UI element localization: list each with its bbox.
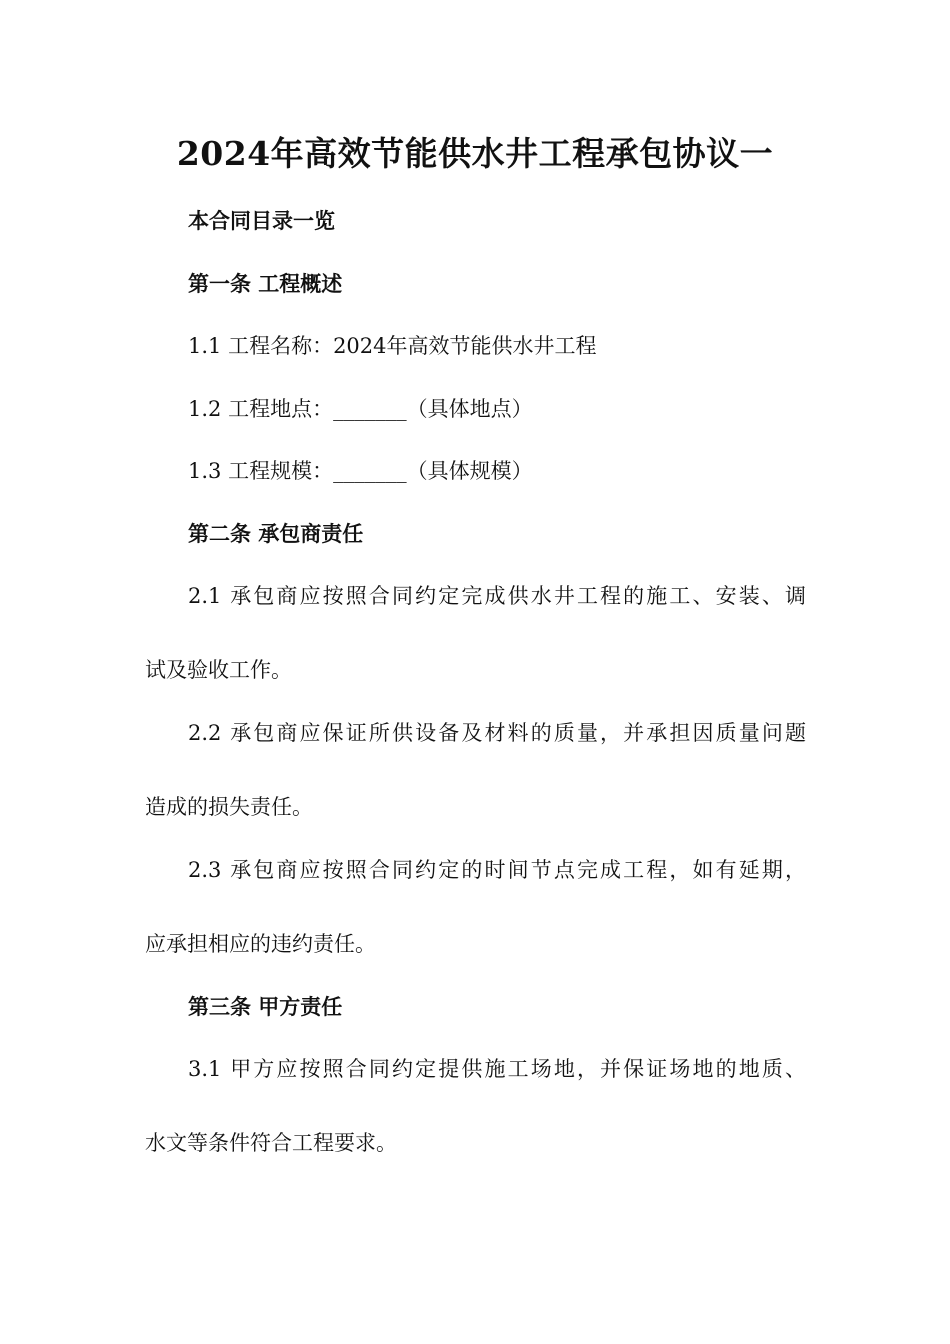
article2-item3-line2: 应承担相应的违约责任。 [145,932,376,956]
article1-heading: 第一条 工程概述 [188,271,343,296]
document-title: 2024年高效节能供水井工程承包协议一 [176,134,774,173]
article1-item1: 1.1 工程名称：2024年高效节能供水井工程 [188,334,597,358]
article3-item1-line1: 3.1 甲方应按照合同约定提供施工场地，并保证场地的地质、 [188,1057,806,1081]
article2-item1-line2: 试及验收工作。 [145,658,292,682]
article2-item1-line1: 2.1 承包商应按照合同约定完成供水井工程的施工、安装、调 [188,584,806,608]
article1-item2: 1.2 工程地点：_______（具体地点） [188,397,533,421]
article2-item2-line2: 造成的损失责任。 [145,795,313,819]
article2-item3-line1: 2.3 承包商应按照合同约定的时间节点完成工程，如有延期， [188,858,806,882]
toc-heading: 本合同目录一览 [188,208,335,233]
article2-item2-line1: 2.2 承包商应保证所供设备及材料的质量，并承担因质量问题 [188,721,806,745]
article3-heading: 第三条 甲方责任 [188,994,343,1019]
article2-heading: 第二条 承包商责任 [188,521,364,546]
article3-item1-line2: 水文等条件符合工程要求。 [145,1131,397,1155]
article1-item3: 1.3 工程规模：_______（具体规模） [188,459,533,483]
